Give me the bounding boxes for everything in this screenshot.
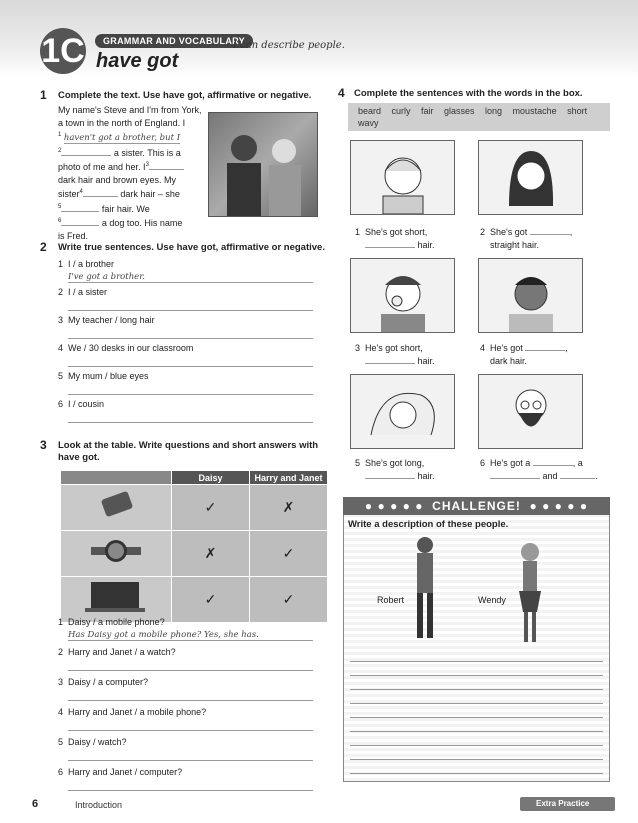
table-cell: ✓ [250, 531, 328, 577]
column-header: Harry and Janet [250, 471, 328, 485]
ex4-item-5: 5 She's got long, hair. [355, 458, 435, 481]
man-curly-hair-picture [350, 258, 455, 333]
challenge-writing-lines [350, 648, 603, 774]
challenge-instruction: Write a description of these people. [348, 519, 509, 530]
ex1-text: My name's Steve and I'm from York, a town in the north of England. I $^1$ haven't got a brother, but I $^2$ a sister. This is a photo of me and her. $I^3$ dark hair and brown eyes. My sister$^4$ dark hair – she $^5$ fair hair. We $^6$ a dog too. His name is Fred. [58, 105, 202, 241]
have-got-table [60, 470, 328, 623]
page-title: have got [96, 50, 179, 72]
can-do-statement: I can describe people. [233, 40, 345, 51]
ex2-item: 1 I / a brother I've got a brother. [58, 258, 313, 286]
name-label: Robert [377, 595, 405, 605]
ex4-item-6: 6 He's got a , a and . [480, 458, 598, 481]
ex2-item: 6 I / cousin [58, 398, 313, 426]
ex2-instruction: Write true sentences. Use have got, affirmative or negative. [58, 242, 325, 253]
table-cell: ✓ [172, 485, 250, 531]
woman-straight-hair-picture [478, 140, 583, 215]
ex4-instruction: Complete the sentences with the words in the box. [354, 88, 583, 99]
ex3-item: 1 Daisy / a mobile phone? Has Daisy got a mobile phone? Yes, she has. [58, 616, 313, 646]
page-number: 6 [32, 798, 39, 810]
ex2-item: 5 My mum / blue eyes [58, 370, 313, 398]
ex3-instruction: Look at the table. Write questions and short answers with have got. [58, 440, 319, 463]
ex4-item-3: 3 He's got short, hair. [355, 343, 435, 366]
ex3-item: 4 Harry and Janet / a mobile phone? [58, 706, 313, 736]
people-photo-icon [209, 113, 317, 216]
word-box: beard curly fair glasses long moustache short wavy [348, 103, 610, 131]
ex1-number: 1 [40, 88, 47, 102]
section-tag: GRAMMAR AND VOCABULARY [95, 34, 253, 48]
name-label: Wendy [478, 595, 506, 605]
unit-badge: 1C [40, 28, 86, 74]
ex3-item: 2 Harry and Janet / a watch? [58, 646, 313, 676]
ex3-item: 3 Daisy / a computer? [58, 676, 313, 706]
ex2-item: 3 My teacher / long hair [58, 314, 313, 342]
ex3-item: 6 Harry and Janet / computer? [58, 766, 313, 796]
girl-short-hair-picture [350, 140, 455, 215]
challenge-title: ● ● ● ● ● CHALLENGE! ● ● ● ● ● [343, 497, 610, 515]
extra-practice-badge: Extra Practice [520, 797, 615, 811]
ex4-item-2: 2 She's got , straight hair. [480, 227, 573, 250]
ex1-instruction: Complete the text. Use have got, affirmative or negative. [58, 90, 312, 101]
woman-long-hair-picture [350, 374, 455, 449]
ex2-number: 2 [40, 240, 47, 254]
ex2-items [58, 258, 313, 426]
table-cell: ✗ [172, 531, 250, 577]
section-name: Introduction [75, 800, 123, 810]
man-dark-hair-picture [478, 258, 583, 333]
photo-steve-and-sister [208, 112, 318, 217]
ex4-item-1: 1 She's got short, hair. [355, 227, 435, 250]
wendy-figure [505, 540, 555, 650]
watch-icon [61, 531, 172, 577]
man-beard-glasses-picture [478, 374, 583, 449]
robert-figure [400, 535, 450, 650]
table-cell: ✓ [172, 577, 250, 623]
column-header: Daisy [172, 471, 250, 485]
ex2-item: 4 We / 30 desks in our classroom [58, 342, 313, 370]
table-cell: ✗ [250, 485, 328, 531]
ex4-number: 4 [338, 86, 345, 100]
ex3-number: 3 [40, 438, 47, 452]
table-cell: ✓ [250, 577, 328, 623]
ex3-item: 5 Daisy / watch? [58, 736, 313, 766]
ex2-item: 2 I / a sister [58, 286, 313, 314]
ex3-items [58, 616, 313, 796]
ex4-item-4: 4 He's got , dark hair. [480, 343, 568, 366]
mobile-phone-icon [61, 485, 172, 531]
